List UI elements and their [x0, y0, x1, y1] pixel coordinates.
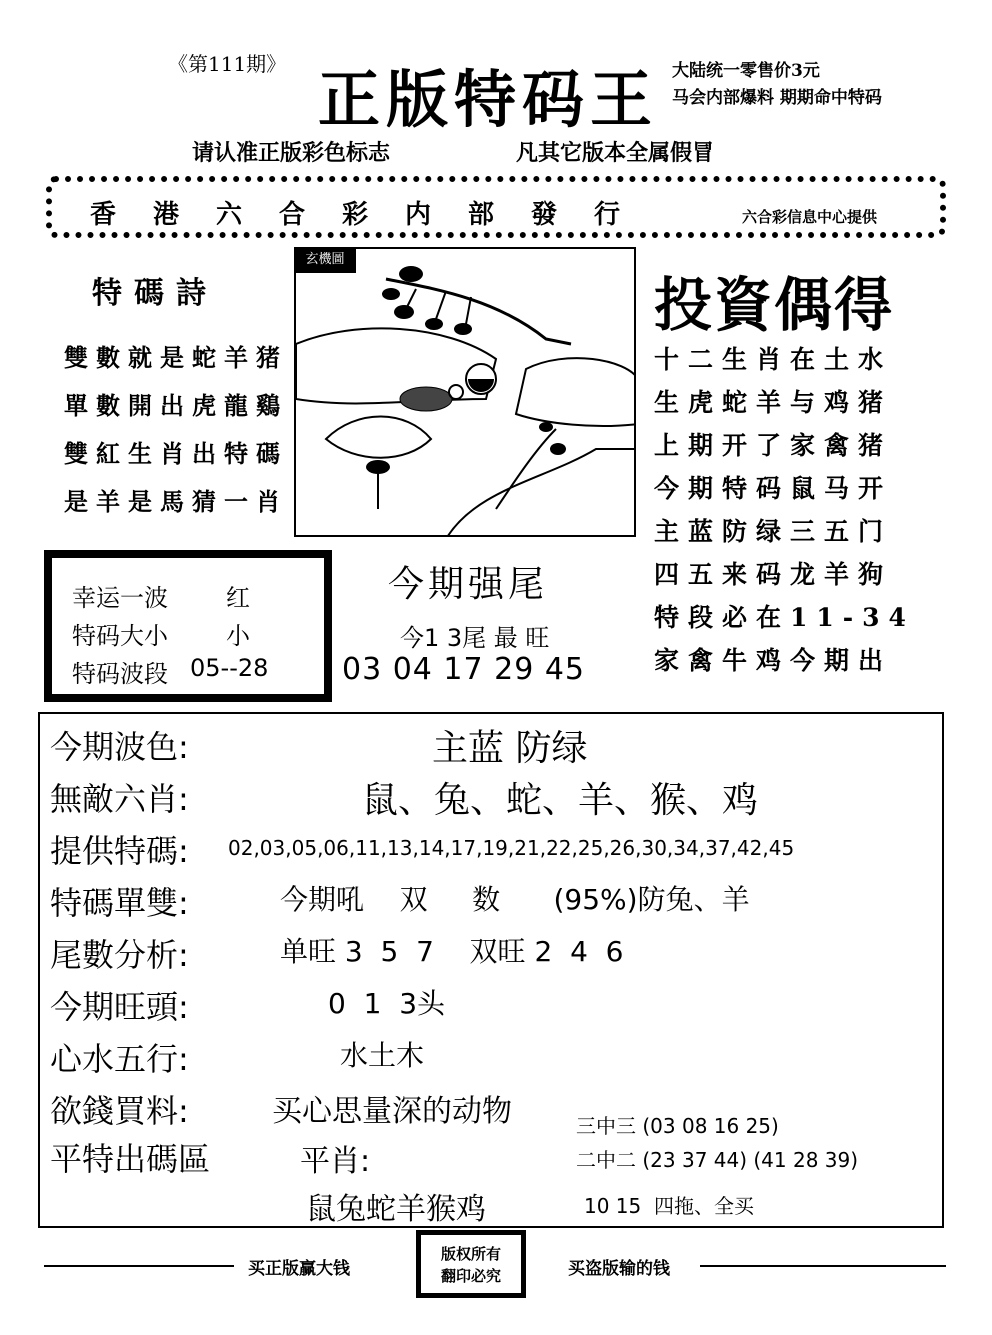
- verse-line: 十二生肖在土水: [654, 345, 893, 374]
- lucky-wave-value: 红: [226, 584, 250, 612]
- page-title: 正版特码王: [318, 63, 659, 136]
- tagline: 马会内部爆料 期期命中特码: [672, 88, 882, 108]
- size-value: 小: [226, 622, 250, 650]
- picture-badge: 玄機圖: [294, 247, 356, 273]
- strong-tail-numbers: 03 04 17 29 45: [342, 652, 586, 687]
- verse-line: 主蓝防绿三五门: [654, 517, 893, 546]
- verse-line: 家禽牛鸡今期出: [654, 646, 893, 675]
- flat-zodiac-value: 鼠兔蛇羊猴鸡: [306, 1192, 486, 1227]
- verse-line: 今期特码鼠马开: [654, 474, 893, 503]
- odd-even-label: 特碼單雙:: [50, 884, 189, 922]
- poem-title: 特碼詩: [92, 276, 218, 311]
- tail-analysis-label: 尾數分析:: [50, 936, 189, 974]
- footer-divider-left: [44, 1265, 234, 1267]
- five-elements-value: 水土木: [340, 1039, 425, 1072]
- wave-value: 主蓝 防绿: [432, 728, 588, 769]
- poem-line: 單數開出虎龍鷄: [64, 391, 288, 420]
- footer-right-text: 买盗版输的钱: [568, 1259, 670, 1279]
- verse-line: 生虎蛇羊与鸡猪: [654, 388, 893, 417]
- special-code-value: 02,03,05,06,11,13,14,17,19,21,22,25,26,30,34,37,42,45: [228, 836, 795, 860]
- invest-title: 投資偶得: [654, 271, 895, 339]
- verse-line: 上期开了家禽猪: [654, 431, 893, 460]
- notice-right: 凡其它版本全属假冒: [516, 141, 715, 166]
- copyright-line: 翻印必究: [440, 1267, 501, 1285]
- poem-line: 雙紅生肖出特碼: [64, 439, 288, 468]
- buy-hint-value: 买心思量深的动物: [272, 1094, 512, 1129]
- flat-zodiac-label: 平肖:: [300, 1144, 371, 1179]
- banner-title: 香港六合彩内部發行: [90, 200, 658, 230]
- head-value: 0 1 3头: [328, 987, 446, 1020]
- six-zodiac-value: 鼠、兔、蛇、羊、猴、鸡: [362, 780, 759, 821]
- banner-source: 六合彩信息中心提供: [742, 208, 878, 226]
- band-value: 05--28: [190, 654, 269, 682]
- tail-analysis-value: 单旺 3 5 7 双旺 2 4 6: [280, 935, 624, 968]
- poem-line: 是羊是馬猜一肖: [64, 487, 288, 516]
- copyright-box: [416, 1230, 526, 1298]
- two-hit: 二中二 (23 37 44) (41 28 39): [576, 1148, 859, 1172]
- riddle-picture: [294, 247, 636, 537]
- footer-left-text: 买正版赢大钱: [248, 1259, 350, 1279]
- lucky-wave-label: 幸运一波: [72, 584, 168, 612]
- pond-illustration: [296, 249, 636, 537]
- issue-number: 《第111期》: [168, 52, 287, 76]
- copyright-line: 版权所有: [440, 1245, 501, 1263]
- price-line: 大陆统一零售价3元: [672, 61, 820, 81]
- six-zodiac-label: 無敵六肖:: [50, 780, 189, 818]
- tail-bet: 10 15 四拖、全买: [584, 1194, 754, 1218]
- head-label: 今期旺頭:: [50, 988, 189, 1026]
- notice-left: 请认准正版彩色标志: [192, 141, 391, 166]
- odd-even-value: 今期吼 双 数 (95%)防兔、羊: [280, 883, 750, 916]
- verse-line: 四五来码龙羊狗: [654, 560, 893, 589]
- price-info: [672, 58, 882, 112]
- special-code-label: 提供特碼:: [50, 832, 189, 870]
- strong-tail-subtitle: 今1 3尾 最 旺: [400, 624, 550, 652]
- size-label: 特码大小: [72, 622, 168, 650]
- five-elements-label: 心水五行:: [50, 1040, 189, 1078]
- poem-line: 雙數就是蛇羊猪: [64, 343, 288, 372]
- band-label: 特码波段: [72, 660, 168, 688]
- three-hit: 三中三 (03 08 16 25): [576, 1114, 779, 1138]
- flat-zone-label: 平特出碼區: [50, 1140, 211, 1178]
- footer-divider-right: [700, 1265, 946, 1267]
- strong-tail-title: 今期强尾: [388, 564, 549, 605]
- verse-line: 特段必在11-34: [654, 603, 915, 632]
- buy-hint-label: 欲錢買料:: [50, 1092, 189, 1130]
- wave-label: 今期波色:: [50, 728, 189, 766]
